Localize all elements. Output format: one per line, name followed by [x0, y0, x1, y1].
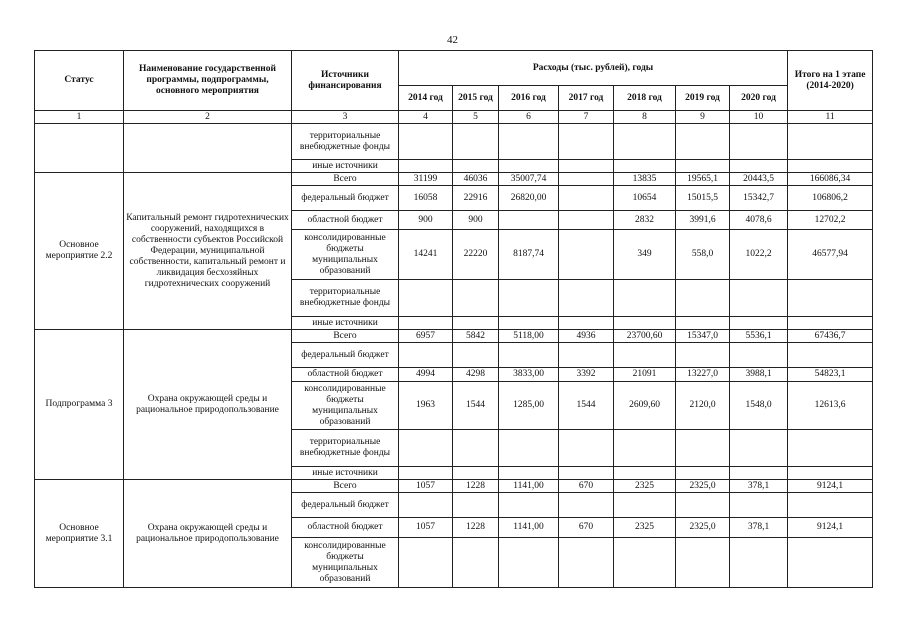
funding-source: территориальные внебюджетные фонды	[292, 430, 399, 467]
year-value	[730, 280, 788, 317]
funding-source: федеральный бюджет	[292, 186, 399, 211]
funding-source: Всего	[292, 330, 399, 343]
year-value: 378,1	[730, 518, 788, 538]
funding-source: консолидированные бюджеты муниципальных образований	[292, 382, 399, 430]
header-status: Статус	[35, 51, 124, 111]
year-value	[559, 430, 614, 467]
year-value: 900	[399, 211, 453, 230]
year-value	[499, 211, 559, 230]
year-value: 349	[614, 230, 676, 280]
year-value: 1057	[399, 480, 453, 493]
header-total: Итого на 1 этапе (2014-2020)	[788, 51, 873, 111]
year-value	[499, 343, 559, 368]
year-value: 3833,00	[499, 368, 559, 382]
row-status: Основное мероприятие 2.2	[35, 173, 124, 330]
year-value: 2325,0	[676, 480, 730, 493]
year-value: 21091	[614, 368, 676, 382]
year-value: 3392	[559, 368, 614, 382]
total-value	[788, 467, 873, 480]
year-value	[730, 343, 788, 368]
year-value: 4298	[453, 368, 499, 382]
header-year: 2019 год	[676, 86, 730, 111]
header-year: 2017 год	[559, 86, 614, 111]
year-value: 4994	[399, 368, 453, 382]
year-value	[730, 430, 788, 467]
year-value: 15347,0	[676, 330, 730, 343]
table-row	[35, 330, 873, 343]
funding-source: Всего	[292, 480, 399, 493]
year-value: 4078,6	[730, 211, 788, 230]
total-value: 46577,94	[788, 230, 873, 280]
year-value: 2325,0	[676, 518, 730, 538]
year-value	[399, 538, 453, 588]
year-value: 13227,0	[676, 368, 730, 382]
year-value: 3991,6	[676, 211, 730, 230]
funding-source: иные источники	[292, 467, 399, 480]
row-program-name: Охрана окружающей среды и рациональное природопользование	[124, 330, 292, 480]
year-value	[730, 538, 788, 588]
table-row	[35, 124, 873, 160]
year-value	[559, 124, 614, 160]
year-value: 2609,60	[614, 382, 676, 430]
year-value	[499, 467, 559, 480]
year-value	[399, 467, 453, 480]
year-value: 5842	[453, 330, 499, 343]
page-number: 42	[447, 34, 458, 46]
year-value	[453, 124, 499, 160]
year-value	[499, 280, 559, 317]
year-value	[453, 317, 499, 330]
year-value: 2325	[614, 518, 676, 538]
year-value	[676, 124, 730, 160]
column-number: 8	[614, 111, 676, 124]
year-value: 22916	[453, 186, 499, 211]
year-value	[499, 124, 559, 160]
column-number: 4	[399, 111, 453, 124]
year-value	[453, 343, 499, 368]
header-name: Наименование государственной программы, подпрограммы, основного мероприятия	[124, 51, 292, 111]
total-value	[788, 280, 873, 317]
year-value: 14241	[399, 230, 453, 280]
year-value: 13835	[614, 173, 676, 186]
year-value	[730, 467, 788, 480]
budget-table	[34, 50, 873, 588]
year-value: 1548,0	[730, 382, 788, 430]
funding-source: федеральный бюджет	[292, 493, 399, 518]
year-value	[453, 493, 499, 518]
year-value	[614, 343, 676, 368]
year-value: 1141,00	[499, 480, 559, 493]
year-value: 16058	[399, 186, 453, 211]
year-value	[499, 430, 559, 467]
year-value: 1228	[453, 480, 499, 493]
year-value: 670	[559, 480, 614, 493]
funding-source: федеральный бюджет	[292, 343, 399, 368]
year-value: 670	[559, 518, 614, 538]
total-value	[788, 317, 873, 330]
year-value	[559, 186, 614, 211]
year-value	[399, 493, 453, 518]
year-value	[730, 160, 788, 173]
year-value: 1141,00	[499, 518, 559, 538]
total-value: 54823,1	[788, 368, 873, 382]
total-value	[788, 124, 873, 160]
year-value	[399, 280, 453, 317]
year-value: 1544	[453, 382, 499, 430]
year-value: 8187,74	[499, 230, 559, 280]
year-value	[730, 493, 788, 518]
column-number: 2	[124, 111, 292, 124]
year-value	[614, 430, 676, 467]
table-row	[35, 480, 873, 493]
year-value	[559, 467, 614, 480]
year-value: 23700,60	[614, 330, 676, 343]
year-value: 5118,00	[499, 330, 559, 343]
year-value: 15015,5	[676, 186, 730, 211]
year-value	[614, 160, 676, 173]
funding-source: территориальные внебюджетные фонды	[292, 124, 399, 160]
year-value: 5536,1	[730, 330, 788, 343]
year-value	[614, 538, 676, 588]
year-value: 1022,2	[730, 230, 788, 280]
year-value: 378,1	[730, 480, 788, 493]
table-row	[35, 173, 873, 186]
year-value	[499, 493, 559, 518]
year-value: 1963	[399, 382, 453, 430]
year-value	[676, 538, 730, 588]
year-value	[676, 160, 730, 173]
total-value: 67436,7	[788, 330, 873, 343]
year-value	[614, 317, 676, 330]
funding-source: областной бюджет	[292, 211, 399, 230]
year-value: 1544	[559, 382, 614, 430]
year-value	[559, 230, 614, 280]
year-value	[559, 160, 614, 173]
year-value	[399, 430, 453, 467]
year-value: 1285,00	[499, 382, 559, 430]
year-value: 35007,74	[499, 173, 559, 186]
year-value	[559, 538, 614, 588]
year-value	[676, 430, 730, 467]
funding-source: территориальные внебюджетные фонды	[292, 280, 399, 317]
row-status: Подпрограмма 3	[35, 330, 124, 480]
total-value: 166086,34	[788, 173, 873, 186]
total-value	[788, 343, 873, 368]
year-value	[730, 124, 788, 160]
year-value	[399, 317, 453, 330]
year-value: 4936	[559, 330, 614, 343]
column-number: 5	[453, 111, 499, 124]
header-year: 2018 год	[614, 86, 676, 111]
year-value	[453, 430, 499, 467]
year-value	[559, 173, 614, 186]
total-value	[788, 430, 873, 467]
total-value: 9124,1	[788, 480, 873, 493]
column-number: 1	[35, 111, 124, 124]
column-number: 7	[559, 111, 614, 124]
year-value: 1057	[399, 518, 453, 538]
year-value	[676, 467, 730, 480]
year-value	[453, 538, 499, 588]
total-value: 12702,2	[788, 211, 873, 230]
year-value	[676, 343, 730, 368]
year-value: 558,0	[676, 230, 730, 280]
year-value	[559, 493, 614, 518]
funding-source: областной бюджет	[292, 518, 399, 538]
year-value: 2120,0	[676, 382, 730, 430]
year-value	[614, 467, 676, 480]
column-number: 11	[788, 111, 873, 124]
row-program-name	[124, 124, 292, 173]
funding-source: областной бюджет	[292, 368, 399, 382]
year-value: 26820,00	[499, 186, 559, 211]
header-year: 2015 год	[453, 86, 499, 111]
row-status	[35, 124, 124, 173]
year-value: 22220	[453, 230, 499, 280]
year-value	[399, 343, 453, 368]
year-value	[559, 317, 614, 330]
total-value: 12613,6	[788, 382, 873, 430]
total-value: 106806,2	[788, 186, 873, 211]
year-value: 10654	[614, 186, 676, 211]
year-value	[614, 280, 676, 317]
year-value	[614, 493, 676, 518]
year-value: 15342,7	[730, 186, 788, 211]
year-value: 3988,1	[730, 368, 788, 382]
total-value	[788, 160, 873, 173]
year-value	[559, 280, 614, 317]
column-number: 9	[676, 111, 730, 124]
funding-source: консолидированные бюджеты муниципальных образований	[292, 230, 399, 280]
year-value: 2325	[614, 480, 676, 493]
total-value	[788, 538, 873, 588]
year-value	[559, 211, 614, 230]
year-value	[614, 124, 676, 160]
total-value	[788, 493, 873, 518]
year-value: 2832	[614, 211, 676, 230]
year-value: 900	[453, 211, 499, 230]
header-year: 2014 год	[399, 86, 453, 111]
year-value	[399, 160, 453, 173]
column-number: 3	[292, 111, 399, 124]
table-body	[35, 124, 873, 588]
year-value	[676, 280, 730, 317]
year-value: 31199	[399, 173, 453, 186]
year-value	[676, 317, 730, 330]
total-value: 9124,1	[788, 518, 873, 538]
year-value	[676, 493, 730, 518]
year-value	[730, 317, 788, 330]
funding-source: консолидированные бюджеты муниципальных образований	[292, 538, 399, 588]
year-value: 46036	[453, 173, 499, 186]
year-value	[453, 280, 499, 317]
year-value: 6957	[399, 330, 453, 343]
year-value	[559, 343, 614, 368]
year-value	[453, 467, 499, 480]
year-value	[499, 160, 559, 173]
column-number: 6	[499, 111, 559, 124]
header-expenses: Расходы (тыс. рублей), годы	[399, 51, 788, 86]
year-value	[399, 124, 453, 160]
year-value: 20443,5	[730, 173, 788, 186]
header-sources: Источники финансирования	[292, 51, 399, 111]
row-status: Основное мероприятие 3.1	[35, 480, 124, 588]
funding-source: иные источники	[292, 160, 399, 173]
year-value	[499, 538, 559, 588]
row-program-name: Охрана окружающей среды и рациональное природопользование	[124, 480, 292, 588]
year-value	[499, 317, 559, 330]
header-year: 2016 год	[499, 86, 559, 111]
column-number: 10	[730, 111, 788, 124]
year-value: 19565,1	[676, 173, 730, 186]
funding-source: Всего	[292, 173, 399, 186]
header-year: 2020 год	[730, 86, 788, 111]
year-value: 1228	[453, 518, 499, 538]
funding-source: иные источники	[292, 317, 399, 330]
row-program-name: Капитальный ремонт гидротехнических сооружений, находящихся в собственности субъектов Российской Федерации, муниципальной собственности, капитальный ремонт и ликвидация бесхозяйных гидротехнических сооружений	[124, 173, 292, 330]
year-value	[453, 160, 499, 173]
